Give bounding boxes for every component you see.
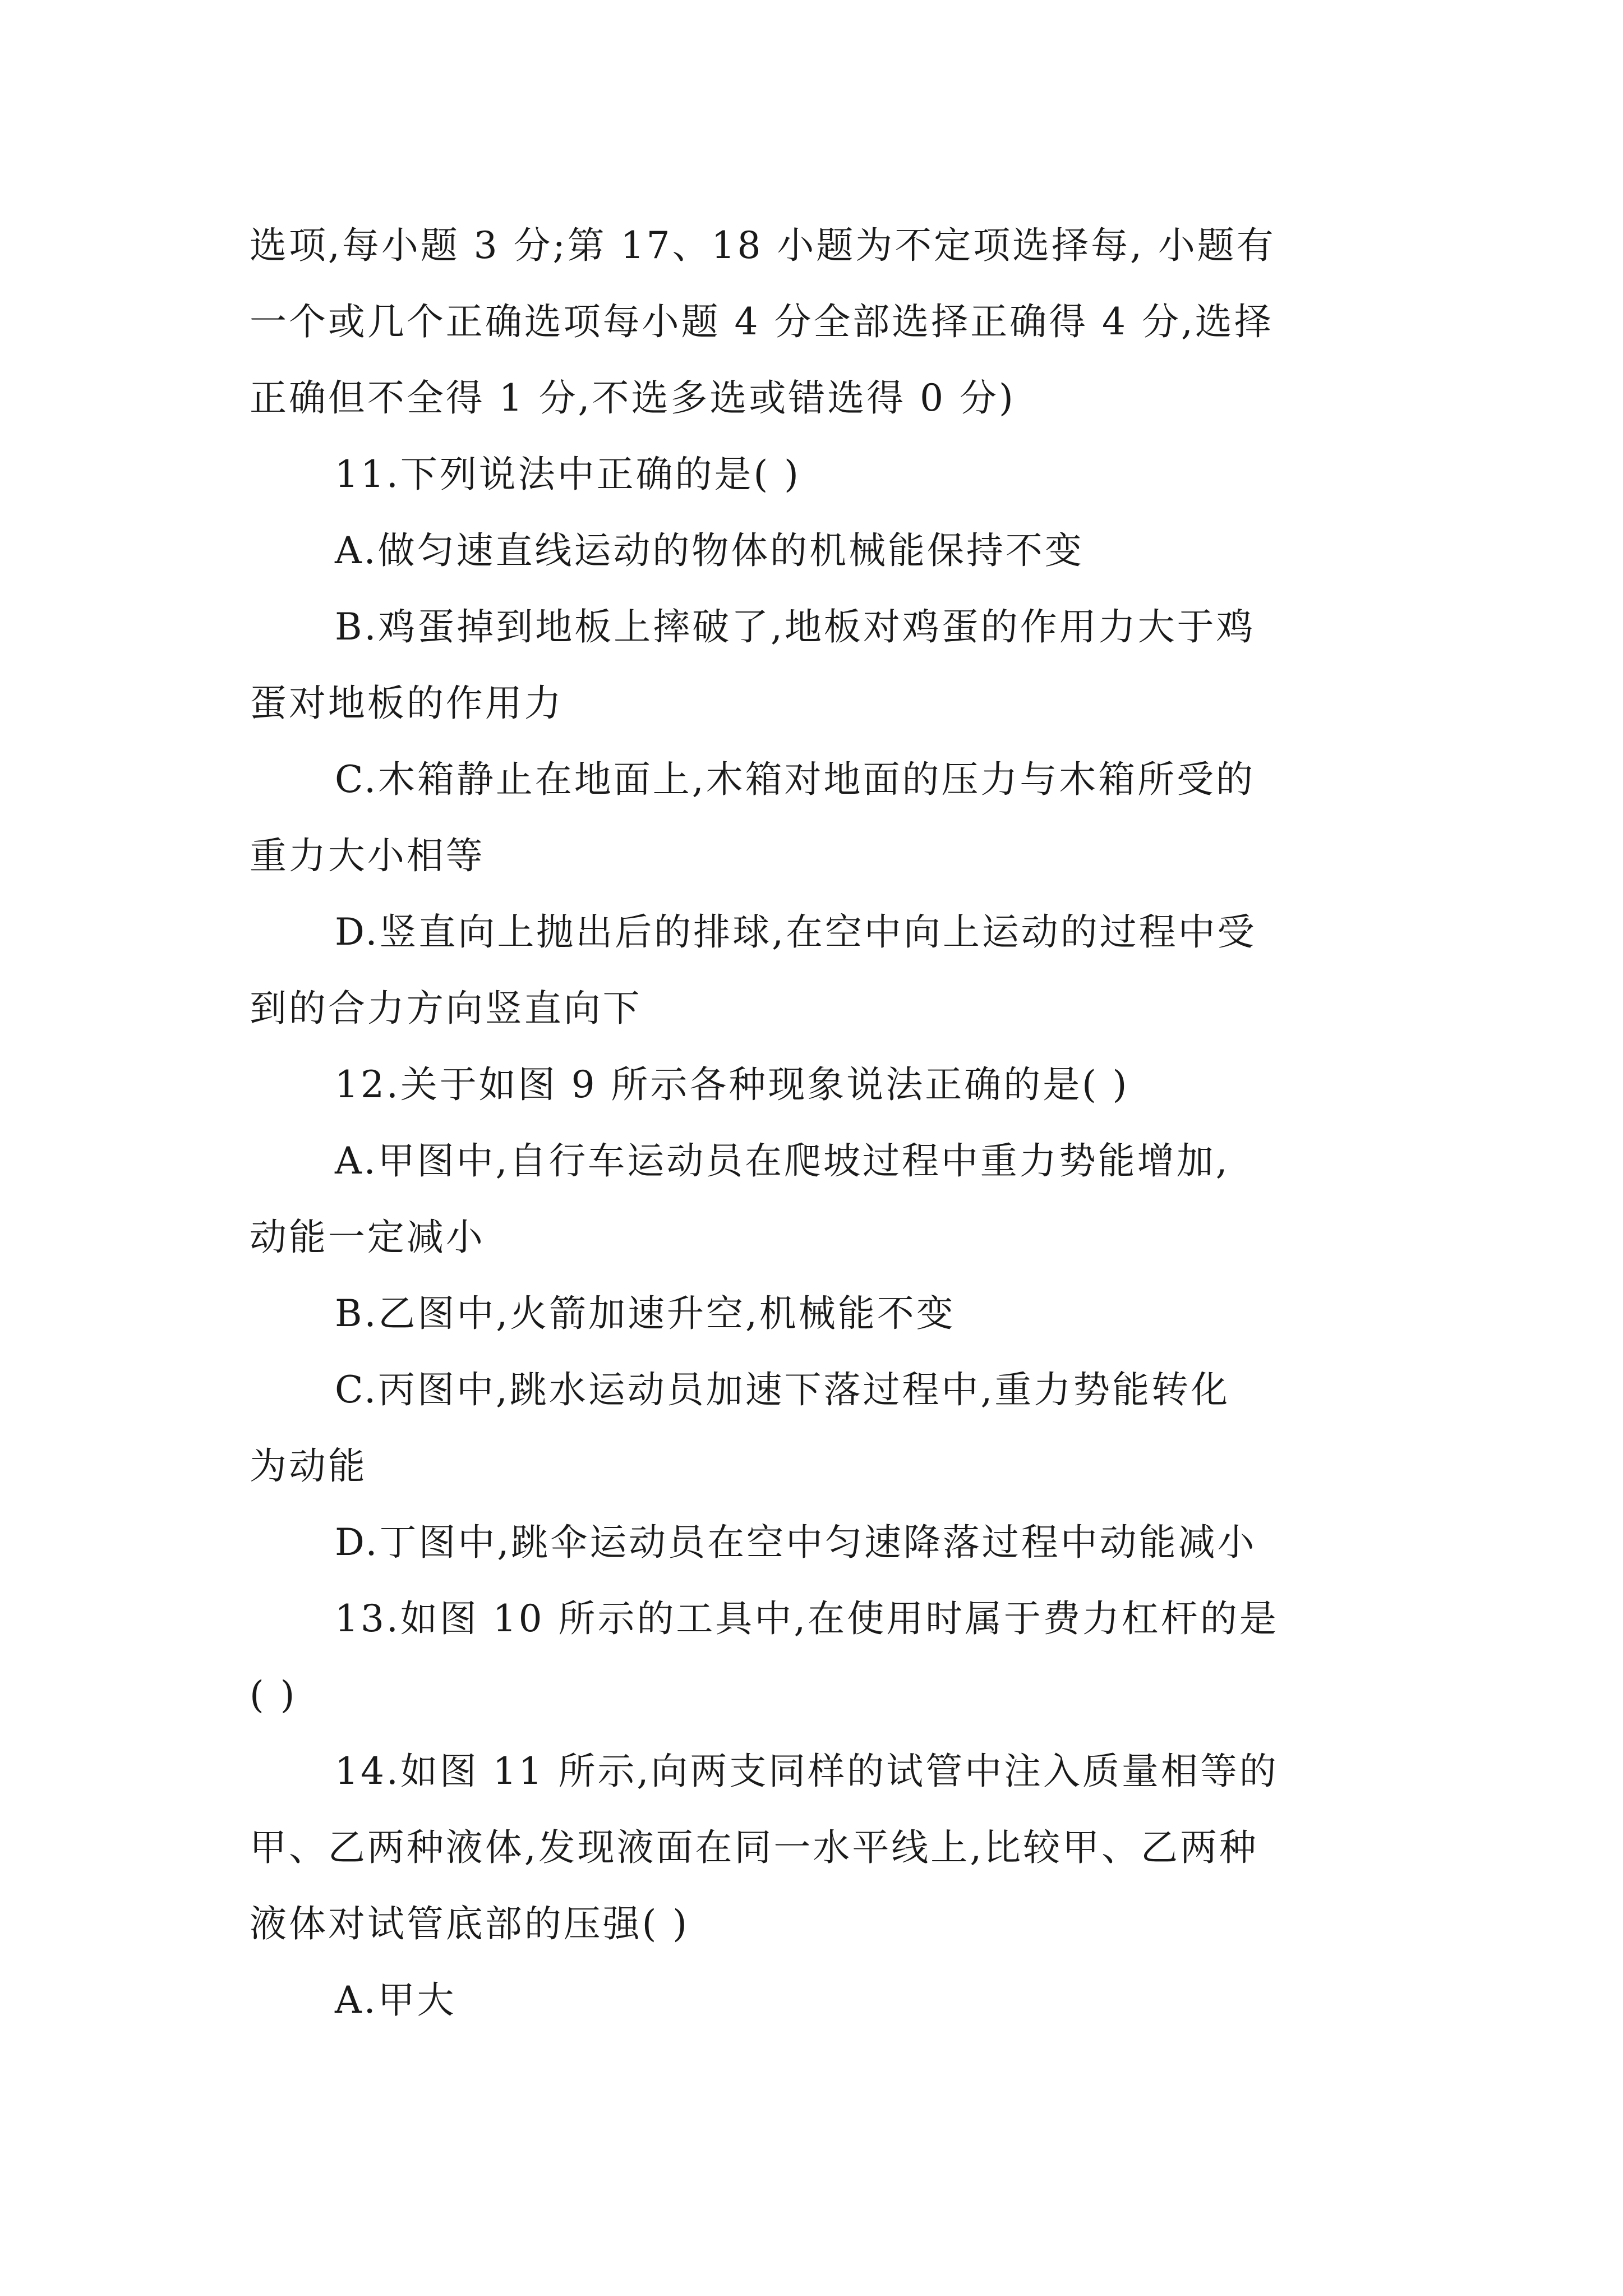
question-14-option-a: A.甲大 xyxy=(335,1978,457,2022)
question-12-option-a-cont: 动能一定减小 xyxy=(250,1216,485,1259)
question-11-stem: 11.下列说法中正确的是( ) xyxy=(335,453,801,496)
question-12-option-b: B.乙图中,火箭加速升空,机械能不变 xyxy=(335,1292,956,1335)
question-11-option-d: D.竖直向上抛出后的排球,在空中向上运动的过程中受 xyxy=(335,910,1257,954)
text-line: 一个或几个正确选项每小题 4 分全部选择正确得 4 分,选择 xyxy=(250,300,1274,343)
question-13-stem-cont: ( ) xyxy=(250,1673,297,1717)
question-13-stem: 13.如图 10 所示的工具中,在使用时属于费力杠杆的是 xyxy=(335,1597,1279,1640)
question-12-option-d: D.丁图中,跳伞运动员在空中匀速降落过程中动能减小 xyxy=(335,1521,1257,1564)
question-12-stem: 12.关于如图 9 所示各种现象说法正确的是( ) xyxy=(335,1063,1129,1106)
question-11-option-a: A.做匀速直线运动的物体的机械能保持不变 xyxy=(335,529,1084,572)
text-line: 选项,每小题 3 分;第 17、18 小题为不定项选择每, 小题有 xyxy=(250,224,1276,267)
question-14-stem-cont: 液体对试管底部的压强( ) xyxy=(250,1902,689,1945)
question-12-option-a: A.甲图中,自行车运动员在爬坡过程中重力势能增加, xyxy=(335,1139,1230,1182)
question-14-stem: 14.如图 11 所示,向两支同样的试管中注入质量相等的 xyxy=(335,1750,1279,1793)
question-12-option-c: C.丙图中,跳水运动员加速下落过程中,重力势能转化 xyxy=(335,1368,1230,1411)
question-12-option-c-cont: 为动能 xyxy=(250,1444,367,1488)
question-11-option-d-cont: 到的合力方向竖直向下 xyxy=(250,987,642,1030)
question-11-option-c: C.木箱静止在地面上,木箱对地面的压力与木箱所受的 xyxy=(335,758,1256,801)
question-11-option-c-cont: 重力大小相等 xyxy=(250,834,485,877)
question-11-option-b: B.鸡蛋掉到地板上摔破了,地板对鸡蛋的作用力大于鸡 xyxy=(335,605,1256,648)
text-line: 正确但不全得 1 分,不选多选或错选得 0 分) xyxy=(250,376,1016,420)
document-body xyxy=(250,208,1394,2039)
question-11-option-b-cont: 蛋对地板的作用力 xyxy=(250,682,564,725)
question-14-stem-cont: 甲、乙两种液体,发现液面在同一水平线上,比较甲、乙两种 xyxy=(250,1826,1258,1869)
